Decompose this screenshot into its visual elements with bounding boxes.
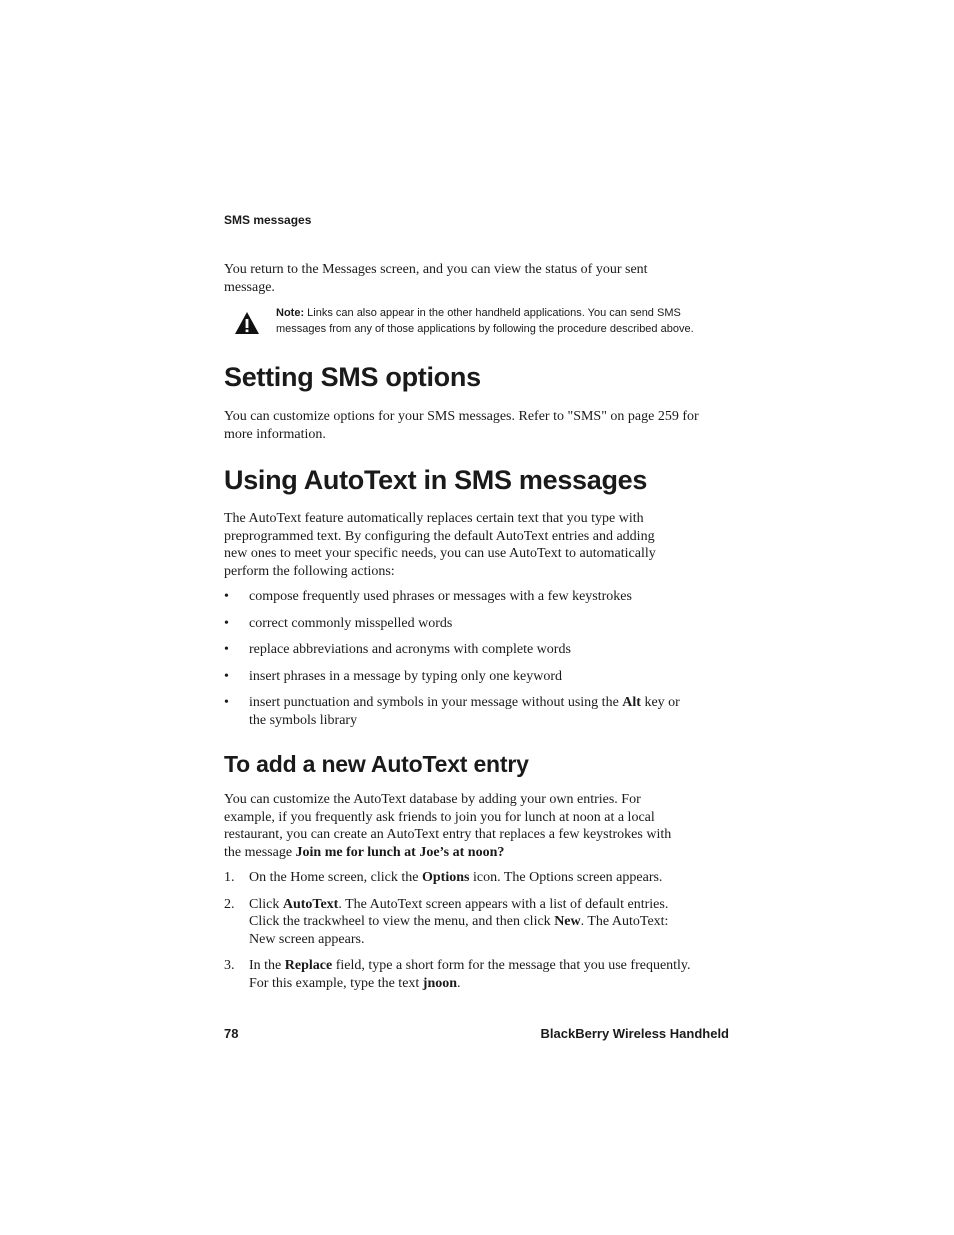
bullet-marker: • <box>224 668 229 684</box>
step-number: 3. <box>224 958 235 973</box>
intro-line: message. <box>224 279 275 295</box>
list-item <box>224 615 730 633</box>
list-item-text: insert phrases in a message by typing only one keyword <box>249 668 562 684</box>
add-entry-paragraph <box>224 791 734 861</box>
step-number: 1. <box>224 870 235 885</box>
list-item <box>224 588 730 606</box>
intro-line: You return to the Messages screen, and you can view the status of your sent <box>224 262 648 277</box>
note-line-2: messages from any of those applications by following the procedure described above. <box>276 322 694 335</box>
heading-setting-sms-options: Setting SMS options <box>224 362 481 392</box>
running-head: SMS messages <box>224 213 312 227</box>
page-number: 78 <box>224 1026 239 1041</box>
step-text: Click AutoText. The AutoText screen appears with a list of default entries. Click the trackwheel to view the menu, and then click New. The AutoText: New screen appears. <box>249 896 669 947</box>
step-item <box>224 869 730 887</box>
sms-options-paragraph <box>224 408 734 443</box>
paragraph-line: You can customize options for your SMS messages. Refer to "SMS" on page 259 for <box>224 409 699 424</box>
heading-add-autotext-entry: To add a new AutoText entry <box>224 751 529 777</box>
paragraph-line: example, if you frequently ask friends to join you for lunch at noon at a local <box>224 809 655 825</box>
bullet-marker: • <box>224 695 229 710</box>
book-title: BlackBerry Wireless Handheld <box>540 1026 729 1041</box>
step-number: 2. <box>224 896 235 912</box>
intro-paragraph <box>224 261 734 296</box>
add-entry-steps <box>224 869 730 1001</box>
heading-using-autotext: Using AutoText in SMS messages <box>224 465 648 495</box>
bullet-marker: • <box>224 642 229 657</box>
bullet-marker: • <box>224 615 229 631</box>
autotext-paragraph <box>224 510 734 580</box>
list-item <box>224 694 730 729</box>
list-item-text: correct commonly misspelled words <box>249 615 453 631</box>
step-item <box>224 957 730 992</box>
paragraph-line: preprogrammed text. By configuring the default AutoText entries and adding <box>224 528 655 544</box>
key-name-alt: Alt <box>622 695 641 710</box>
paragraph-line: the message Join me for lunch at Joe’s at noon? <box>224 844 505 860</box>
list-item-text: compose frequently used phrases or messages with a few keystrokes <box>249 589 632 604</box>
step-item <box>224 896 730 949</box>
step-text: In the Replace field, type a short form for the message that you use frequently. For this example, type the text jnoon. <box>249 958 691 991</box>
list-item-text: insert punctuation and symbols in your message without using the Alt key or the symbols library <box>249 695 680 728</box>
step-text: On the Home screen, click the Options icon. The Options screen appears. <box>249 870 663 885</box>
paragraph-line: The AutoText feature automatically replaces certain text that you type with <box>224 511 644 526</box>
note-line <box>276 306 736 322</box>
note-text <box>276 306 736 337</box>
list-item <box>224 641 730 659</box>
paragraph-line: restaurant, you can create an AutoText entry that replaces a few keystrokes with <box>224 827 672 842</box>
bullet-marker: • <box>224 589 229 604</box>
paragraph-line: You can customize the AutoText database by adding your own entries. For <box>224 792 641 807</box>
list-item-text: replace abbreviations and acronyms with complete words <box>249 642 571 657</box>
paragraph-line: more information. <box>224 426 326 442</box>
note-label: Note: <box>276 307 305 319</box>
paragraph-line: new ones to meet your specific needs, you can use AutoText to automatically <box>224 546 656 561</box>
list-item <box>224 668 730 686</box>
note-line-1: Links can also appear in the other handheld applications. You can send SMS <box>304 307 681 319</box>
autotext-actions-list <box>224 588 730 738</box>
warning-icon <box>234 311 260 335</box>
example-message: Join me for lunch at Joe’s at noon? <box>295 844 505 860</box>
paragraph-line: perform the following actions: <box>224 563 395 579</box>
